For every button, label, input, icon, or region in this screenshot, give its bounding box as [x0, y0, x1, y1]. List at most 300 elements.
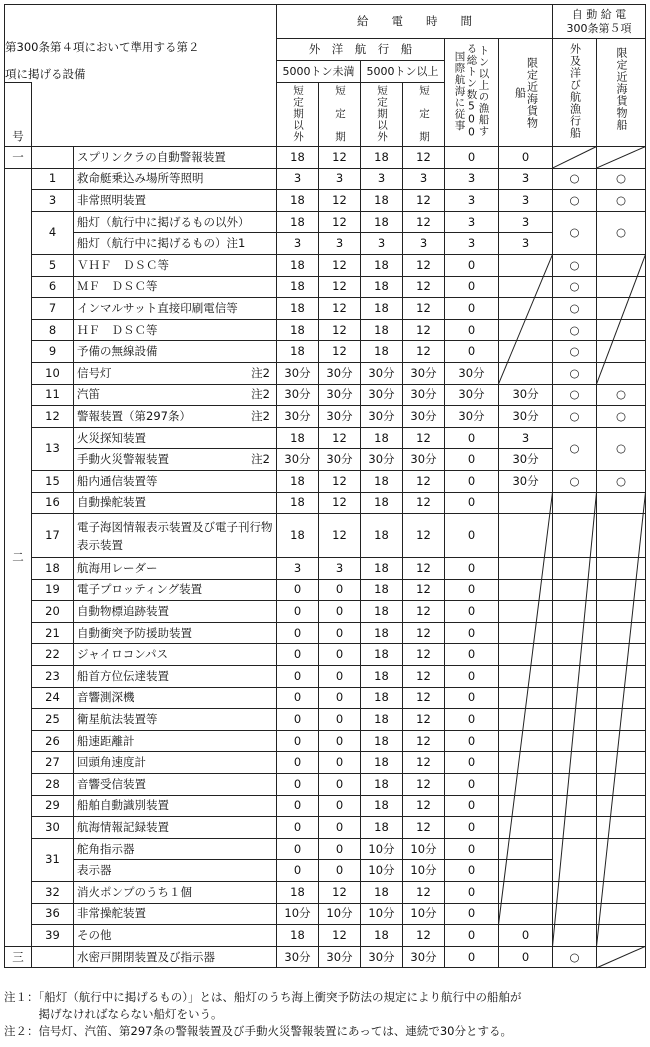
- power-time-value: 12: [403, 579, 445, 601]
- power-time-value: 18: [277, 254, 319, 276]
- auto-power-mark: [597, 903, 646, 925]
- table-row: [5, 427, 646, 449]
- power-time-value: 18: [277, 514, 319, 558]
- power-time-value: 3: [403, 233, 445, 255]
- power-time-value: 12: [319, 492, 361, 514]
- item-number-cell: 22: [32, 644, 74, 666]
- power-time-value: 30分: [319, 449, 361, 471]
- equipment-name: 船首方位伝達装置: [77, 668, 169, 683]
- fishing-500-text: トン以上の漁船する総トン数500国際航海に従事: [453, 42, 490, 140]
- power-time-value: 12: [403, 298, 445, 320]
- power-time-value: 0: [277, 838, 319, 860]
- limited-coastal-header: [499, 39, 553, 147]
- equipment-name: 船舶自動識別装置: [77, 798, 169, 813]
- equipment-name-cell: [74, 925, 277, 947]
- auto-power-mark: [597, 752, 646, 774]
- power-time-value: [499, 730, 553, 752]
- auto-power-mark: [553, 644, 597, 666]
- power-time-value: 12: [403, 254, 445, 276]
- auto-power-mark: [553, 147, 597, 169]
- auto-power-mark: ○: [597, 384, 646, 406]
- auto-power-mark: [553, 903, 597, 925]
- table-row: [5, 903, 646, 925]
- equipment-name-cell: [74, 860, 277, 882]
- power-time-value: 18: [361, 709, 403, 731]
- power-time-value: 0: [445, 752, 499, 774]
- power-time-value: 18: [361, 644, 403, 666]
- table-row: [5, 795, 646, 817]
- power-time-value: [499, 666, 553, 688]
- item-number-cell: 19: [32, 579, 74, 601]
- equipment-name-cell: [74, 211, 277, 233]
- power-time-value: 18: [277, 276, 319, 298]
- table-row: [5, 579, 646, 601]
- auto-power-mark: [597, 147, 646, 169]
- power-time-value: 0: [445, 666, 499, 688]
- short-over-text: 短 定 期: [418, 85, 430, 143]
- short-under-text: 短 定 期: [334, 85, 346, 143]
- power-time-value: 0: [445, 276, 499, 298]
- equipment-name: 水密戸開閉装置及び指示器: [77, 949, 215, 964]
- equipment-name-cell: [74, 406, 277, 428]
- auto-power-mark: ○: [553, 168, 597, 190]
- power-time-value: 18: [361, 427, 403, 449]
- equipment-name-cell: [74, 233, 277, 255]
- power-time-value: 0: [319, 709, 361, 731]
- table-row: [5, 514, 646, 558]
- power-time-value: 12: [319, 470, 361, 492]
- auto-power-mark: [597, 946, 646, 968]
- equipment-name: 信号灯: [77, 365, 112, 380]
- power-time-value: [499, 298, 553, 320]
- power-time-value: 0: [319, 687, 361, 709]
- equipment-name: 衛星航法装置等: [77, 712, 158, 727]
- equipment-name-cell: [74, 579, 277, 601]
- power-time-value: 12: [319, 147, 361, 169]
- auto-power-mark: ○: [597, 470, 646, 492]
- power-time-value: 3: [319, 168, 361, 190]
- item-number-cell: 7: [32, 298, 74, 320]
- item-number-cell: 25: [32, 709, 74, 731]
- power-time-value: 30分: [277, 384, 319, 406]
- power-time-value: 3: [361, 168, 403, 190]
- power-time-value: 0: [499, 147, 553, 169]
- power-time-value: [499, 622, 553, 644]
- equipment-name: 火災探知装置: [77, 430, 146, 445]
- table-row: [5, 406, 646, 428]
- power-time-value: 0: [277, 774, 319, 796]
- item-number-cell: 13: [32, 427, 74, 470]
- equipment-name-cell: [74, 795, 277, 817]
- equipment-name: その他: [77, 927, 112, 942]
- power-time-value: [499, 601, 553, 623]
- power-time-value: 30分: [277, 406, 319, 428]
- power-time-value: 12: [403, 319, 445, 341]
- power-time-value: 0: [319, 622, 361, 644]
- table-row: [5, 601, 646, 623]
- auto-power-mark: ○: [597, 190, 646, 212]
- equipment-name-cell: [74, 709, 277, 731]
- power-time-value: 0: [277, 709, 319, 731]
- power-time-value: 30分: [403, 406, 445, 428]
- power-time-value: 18: [361, 752, 403, 774]
- auto-power-mark: [597, 666, 646, 688]
- auto-power-mark: [597, 817, 646, 839]
- power-time-value: 0: [319, 644, 361, 666]
- equipment-name-cell: [74, 774, 277, 796]
- auto-power-mark: ○: [553, 384, 597, 406]
- item-number-cell: 12: [32, 406, 74, 428]
- table-row: [5, 168, 646, 190]
- power-time-value: 3: [499, 427, 553, 449]
- equipment-name-cell: [74, 190, 277, 212]
- power-time-value: 30分: [319, 406, 361, 428]
- item-number-cell: 28: [32, 774, 74, 796]
- power-time-value: 10分: [403, 903, 445, 925]
- item-number-cell: 24: [32, 687, 74, 709]
- table-row: [5, 233, 646, 255]
- power-time-value: 18: [277, 925, 319, 947]
- power-time-value: 12: [319, 190, 361, 212]
- power-time-value: 0: [277, 752, 319, 774]
- power-time-value: 12: [403, 622, 445, 644]
- auto-power-mark: ○: [597, 406, 646, 428]
- power-time-value: 0: [445, 644, 499, 666]
- auto-power-mark: [553, 579, 597, 601]
- power-time-value: 30分: [445, 384, 499, 406]
- short-under-header: [319, 83, 361, 147]
- auto-power-mark: [553, 925, 597, 947]
- power-time-value: 3: [499, 190, 553, 212]
- power-time-value: [499, 882, 553, 904]
- auto-power-mark: [597, 276, 646, 298]
- power-time-value: 30分: [445, 362, 499, 384]
- power-time-value: [499, 558, 553, 580]
- power-time-value: [499, 774, 553, 796]
- item-number-cell: 32: [32, 882, 74, 904]
- equipment-name-cell: [74, 601, 277, 623]
- table-row: [5, 211, 646, 233]
- non-short-over-header: [361, 83, 403, 147]
- note-ref: 注2: [251, 387, 270, 402]
- power-time-value: 3: [403, 168, 445, 190]
- auto-power-mark: [597, 579, 646, 601]
- item-number-cell: 4: [32, 211, 74, 254]
- power-time-value: [499, 341, 553, 363]
- power-time-value: 0: [277, 666, 319, 688]
- table-row: [5, 492, 646, 514]
- auto-power-mark: [597, 882, 646, 904]
- equipment-name-cell: [74, 427, 277, 449]
- power-time-value: 12: [403, 925, 445, 947]
- equipment-name-cell: [74, 384, 277, 406]
- power-time-value: 12: [403, 341, 445, 363]
- equipment-name-cell: [74, 362, 277, 384]
- power-time-value: 0: [445, 492, 499, 514]
- power-time-value: 12: [403, 882, 445, 904]
- equipment-name: 船灯（航行中に掲げるもの）注1: [77, 236, 246, 251]
- power-time-value: [499, 319, 553, 341]
- power-time-value: 12: [403, 817, 445, 839]
- equipment-name-cell: [74, 558, 277, 580]
- power-time-value: 30分: [499, 384, 553, 406]
- power-time-value: 0: [277, 687, 319, 709]
- power-time-value: 0: [445, 427, 499, 449]
- power-time-value: 0: [319, 795, 361, 817]
- power-time-value: 0: [445, 946, 499, 968]
- auto-power-mark: [597, 774, 646, 796]
- auto-power-mark: [553, 666, 597, 688]
- auto-power-mark: [597, 838, 646, 881]
- limited-coastal2-text: 限定近海貨物船: [615, 47, 629, 131]
- equipment-name: 表示器: [77, 863, 112, 878]
- power-time-value: 18: [277, 427, 319, 449]
- note2: 注２：信号灯、汽笛、第297条の警報装置及び手動火災警報装置にあっては、連続で30分とする。: [4, 1024, 512, 1038]
- auto-power-mark: ○: [553, 319, 597, 341]
- power-time-value: 0: [445, 298, 499, 320]
- equipment-name-cell: [74, 903, 277, 925]
- table-row: [5, 449, 646, 471]
- equipment-name-cell: [74, 817, 277, 839]
- auto-power-mark: [553, 687, 597, 709]
- power-time-value: 12: [403, 774, 445, 796]
- item-number-cell: 36: [32, 903, 74, 925]
- fishing-500-header: [445, 39, 499, 147]
- power-time-value: 18: [361, 254, 403, 276]
- section-label-line1: 第300条第４項において準用する第２: [5, 39, 200, 54]
- table-row: [5, 190, 646, 212]
- table-row: [5, 709, 646, 731]
- table-row: [5, 882, 646, 904]
- equipment-name-cell: [74, 666, 277, 688]
- power-time-value: 18: [361, 601, 403, 623]
- auto-power-mark: ○: [553, 298, 597, 320]
- note-ref: 注2: [251, 452, 270, 467]
- power-time-value: 0: [445, 341, 499, 363]
- ocean-ship-header: 外 洋 航 行 船: [277, 39, 445, 61]
- equipment-name: 音響受信装置: [77, 776, 146, 791]
- power-time-value: [499, 860, 553, 882]
- auto-power-mark: [597, 319, 646, 341]
- power-time-value: 18: [361, 341, 403, 363]
- auto-power-mark: [553, 730, 597, 752]
- item-number-cell: 23: [32, 666, 74, 688]
- power-time-value: [499, 817, 553, 839]
- power-time-value: 30分: [277, 449, 319, 471]
- power-time-value: 12: [403, 666, 445, 688]
- power-time-value: 10分: [319, 903, 361, 925]
- power-time-value: 3: [277, 168, 319, 190]
- item-number-cell: 16: [32, 492, 74, 514]
- auto-power-mark: [553, 492, 597, 514]
- power-time-value: 0: [319, 752, 361, 774]
- power-time-value: 3: [499, 211, 553, 233]
- auto-power-mark: ○: [553, 341, 597, 363]
- power-time-value: [499, 362, 553, 384]
- power-time-value: 0: [445, 860, 499, 882]
- power-time-value: 18: [361, 817, 403, 839]
- power-time-value: 3: [319, 558, 361, 580]
- power-time-value: 0: [445, 709, 499, 731]
- limited-coastal2-header: [597, 39, 646, 147]
- power-time-header: 給 電 時 間: [277, 5, 553, 39]
- equipment-name: 手動火災警報装置: [77, 452, 169, 467]
- footnotes: [4, 989, 646, 1040]
- equipment-name-cell: [74, 644, 277, 666]
- power-time-value: [499, 254, 553, 276]
- ocean-fishing-text: 外及洋び航漁行船: [568, 43, 582, 139]
- auto-power-mark: [553, 795, 597, 817]
- power-time-value: 3: [499, 233, 553, 255]
- table-row: [5, 147, 646, 169]
- table-row: [5, 666, 646, 688]
- equipment-name-cell: [74, 514, 277, 558]
- table-row: [5, 838, 646, 860]
- section-label-line2: 項に掲げる設備: [5, 66, 86, 81]
- power-time-value: [499, 903, 553, 925]
- auto-power-mark: [553, 558, 597, 580]
- power-time-value: 10分: [403, 860, 445, 882]
- power-time-value: 12: [403, 687, 445, 709]
- table-row: [5, 470, 646, 492]
- power-time-value: 30分: [403, 449, 445, 471]
- auto-power-header: [553, 5, 646, 39]
- power-time-value: 18: [361, 470, 403, 492]
- note1-line1: 注１：「船灯（航行中に掲げるもの）」とは、船灯のうち海上衝突予防法の規定により航行中の船舶が: [4, 990, 522, 1004]
- table-row: [5, 276, 646, 298]
- equipment-name: 自動操舵装置: [77, 495, 146, 510]
- power-time-value: 18: [361, 622, 403, 644]
- item-number-cell: 5: [32, 254, 74, 276]
- power-time-value: 12: [319, 276, 361, 298]
- item-number-cell: [32, 147, 74, 169]
- power-time-value: 3: [445, 190, 499, 212]
- table-row: [5, 319, 646, 341]
- equipment-name: ＶＨＦ ＤＳＣ等: [77, 257, 169, 272]
- equipment-name-cell: [74, 341, 277, 363]
- auto-power-mark: [553, 882, 597, 904]
- power-time-value: 3: [445, 233, 499, 255]
- power-time-value: 18: [361, 558, 403, 580]
- equipment-name: 非常照明装置: [77, 192, 146, 207]
- under-5000-header: 5000トン未満: [277, 61, 361, 83]
- table-row: [5, 730, 646, 752]
- equipment-name-cell: [74, 298, 277, 320]
- item-number-cell: 21: [32, 622, 74, 644]
- auto-power-mark: [553, 622, 597, 644]
- power-time-value: 12: [403, 752, 445, 774]
- table-row: [5, 860, 646, 882]
- power-time-value: 18: [361, 925, 403, 947]
- auto-power-mark: [553, 817, 597, 839]
- power-time-value: 18: [361, 795, 403, 817]
- power-time-value: 0: [445, 449, 499, 471]
- auto-power-mark: [597, 492, 646, 514]
- equipment-name: ＭＦ ＤＳＣ等: [77, 279, 158, 294]
- power-time-value: 12: [319, 298, 361, 320]
- equipment-name-cell: [74, 470, 277, 492]
- power-time-value: 0: [445, 882, 499, 904]
- power-time-value: 12: [403, 601, 445, 623]
- power-time-value: 0: [445, 470, 499, 492]
- power-time-value: 30分: [361, 406, 403, 428]
- table-row: [5, 362, 646, 384]
- table-row: [5, 946, 646, 968]
- limited-coastal-text: 限定近海貨物船: [513, 57, 539, 129]
- auto-power-mark: [597, 795, 646, 817]
- power-time-value: 0: [319, 860, 361, 882]
- power-time-value: 30分: [277, 362, 319, 384]
- item-number-cell: 18: [32, 558, 74, 580]
- power-time-value: 0: [319, 838, 361, 860]
- auto-power-mark: ○: [597, 427, 646, 470]
- equipment-name: 予備の無線設備: [77, 344, 158, 359]
- power-time-value: 12: [403, 644, 445, 666]
- power-time-value: 18: [361, 774, 403, 796]
- power-time-value: 30分: [445, 406, 499, 428]
- power-time-value: 0: [319, 579, 361, 601]
- auto-power-mark: [597, 644, 646, 666]
- table-row: [5, 817, 646, 839]
- power-time-value: 18: [277, 298, 319, 320]
- power-time-value: 0: [277, 622, 319, 644]
- power-time-value: 18: [361, 492, 403, 514]
- power-time-value: 3: [361, 233, 403, 255]
- auto-power-mark: [597, 925, 646, 947]
- power-time-value: 30分: [361, 946, 403, 968]
- auto-power-mark: ○: [553, 190, 597, 212]
- item-number-cell: 30: [32, 817, 74, 839]
- equipment-name-cell: [74, 838, 277, 860]
- power-time-value: 0: [319, 666, 361, 688]
- auto-power-mark: ○: [553, 276, 597, 298]
- equipment-name: 救命艇乗込み場所等照明: [77, 171, 204, 186]
- auto-power-mark: [597, 298, 646, 320]
- power-time-value: 18: [277, 147, 319, 169]
- auto-power-line1: 自 動 給 電: [571, 7, 627, 21]
- table-row: [5, 687, 646, 709]
- power-time-value: 0: [445, 817, 499, 839]
- power-time-value: 12: [403, 276, 445, 298]
- equipment-name: 電子海図情報表示装置及び電子刊行物表示装置: [77, 519, 273, 552]
- power-time-value: 0: [445, 795, 499, 817]
- header-blank-2: [32, 83, 277, 147]
- power-time-value: 3: [445, 168, 499, 190]
- power-time-value: 0: [277, 860, 319, 882]
- item-number-cell: 26: [32, 730, 74, 752]
- power-time-value: 0: [319, 730, 361, 752]
- item-number-cell: 9: [32, 341, 74, 363]
- power-time-value: [499, 644, 553, 666]
- power-time-value: 30分: [361, 362, 403, 384]
- auto-power-mark: [597, 254, 646, 276]
- power-time-value: 0: [445, 558, 499, 580]
- power-time-value: 18: [361, 579, 403, 601]
- power-time-value: 0: [445, 254, 499, 276]
- power-time-value: [499, 752, 553, 774]
- auto-power-mark: ○: [553, 406, 597, 428]
- auto-power-mark: [597, 622, 646, 644]
- auto-power-mark: [597, 514, 646, 558]
- power-time-value: 12: [403, 211, 445, 233]
- power-time-value: 0: [445, 147, 499, 169]
- power-time-value: 0: [319, 774, 361, 796]
- group-number-cell: 一: [5, 147, 32, 169]
- table-row: [5, 644, 646, 666]
- power-time-value: 12: [319, 254, 361, 276]
- equipment-name: 航海情報記録装置: [77, 820, 169, 835]
- power-time-value: 10分: [403, 838, 445, 860]
